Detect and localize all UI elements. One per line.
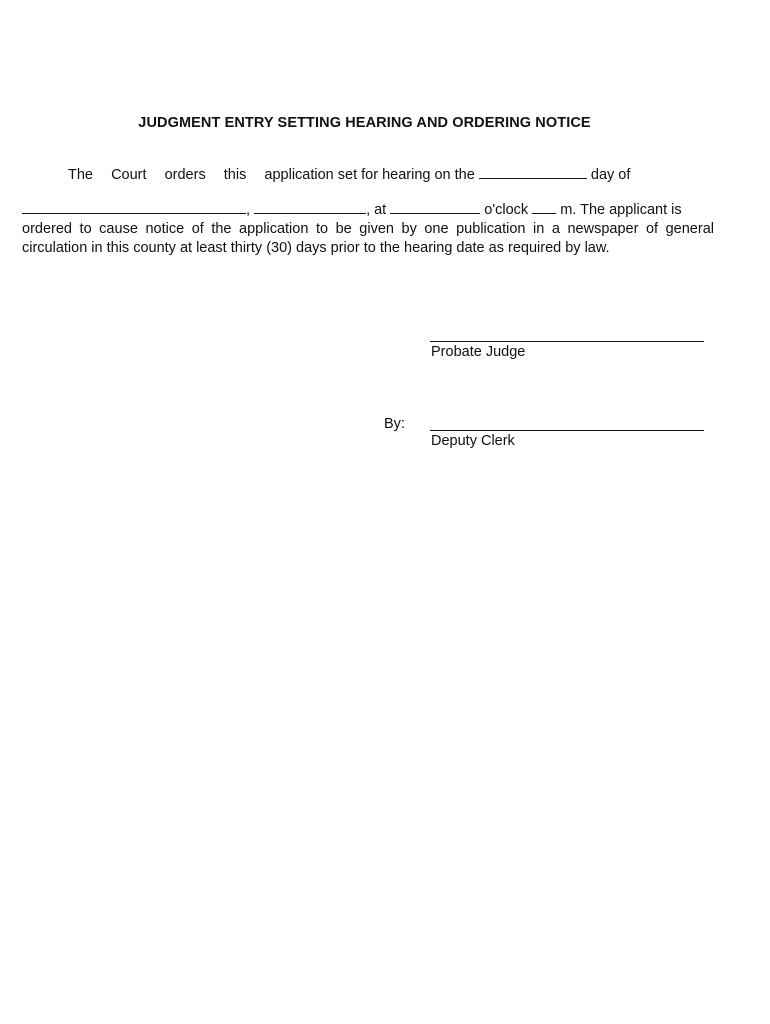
deputy-clerk-signature-line[interactable] — [430, 430, 704, 431]
month-blank[interactable] — [22, 200, 246, 214]
applicant-text: m. The applicant is — [560, 202, 682, 218]
hearing-day-blank[interactable] — [479, 165, 587, 179]
probate-judge-signature-line[interactable] — [430, 341, 704, 342]
word-court: Court — [111, 167, 147, 183]
date-time-row — [22, 200, 714, 220]
order-paragraph — [22, 200, 714, 258]
by-label: By: — [384, 416, 405, 432]
comma-text: , — [246, 202, 251, 218]
notice-row — [22, 220, 714, 239]
hour-blank[interactable] — [390, 200, 480, 214]
circulation-text: circulation in this county at least thirty (30) days prior to the hearing date as required by law. — [22, 240, 610, 256]
hearing-sentence-line — [68, 165, 630, 183]
word-orders: orders — [164, 167, 206, 183]
circulation-row — [22, 239, 714, 258]
document-title: JUDGMENT ENTRY SETTING HEARING AND ORDERING NOTICE — [138, 115, 591, 131]
am-pm-blank[interactable] — [532, 200, 556, 214]
deputy-clerk-label: Deputy Clerk — [431, 433, 515, 449]
word-the: The — [68, 167, 93, 183]
word-this: this — [223, 167, 247, 183]
year-blank[interactable] — [254, 200, 366, 214]
day-of-text: day of — [590, 167, 631, 183]
at-text: , at — [366, 202, 387, 218]
probate-judge-label: Probate Judge — [431, 344, 526, 360]
notice-text: ordered to cause notice of the application to be given by one publication in a newspaper of general — [22, 221, 714, 237]
oclock-text: o'clock — [484, 202, 529, 218]
hearing-text: application set for hearing on the — [264, 167, 475, 183]
